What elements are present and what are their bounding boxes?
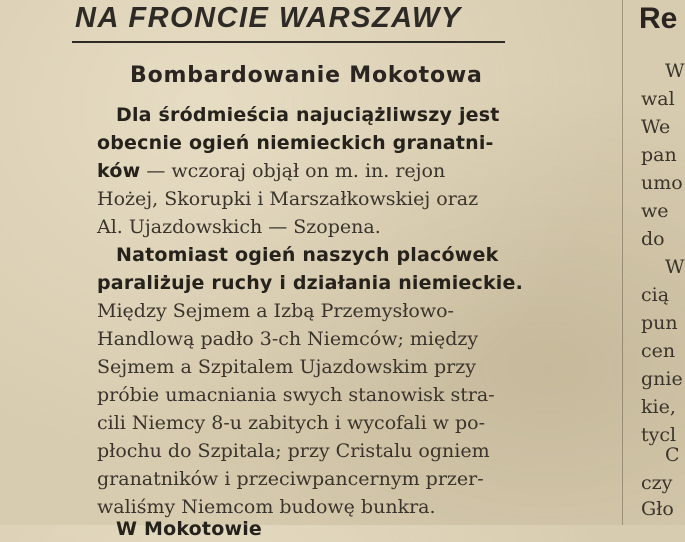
article-line: Dla śródmieścia najuciążliwszy jest — [116, 104, 500, 126]
adjacent-fragment: W — [665, 60, 685, 82]
adjacent-fragment: we — [641, 200, 669, 222]
article-line: Między Sejmem a Izbą Przemysłowo- — [97, 300, 454, 322]
adjacent-fragment: tycl — [641, 424, 677, 446]
article-line-cut: W Mokotowie — [116, 518, 262, 540]
article-line: waliśmy Niemcom budowę bunkra. — [97, 496, 436, 518]
adjacent-fragment: pun — [641, 312, 678, 334]
article-line: obecnie ogień niemieckich granatni- — [97, 132, 494, 154]
article-line: Hożej, Skorupki i Marszałkowskiej oraz — [97, 188, 479, 210]
adjacent-heading: Re — [639, 2, 678, 35]
section-title: NA FRONCIE WARSZAWY — [75, 2, 462, 34]
adjacent-fragment: kie, — [641, 396, 676, 418]
adjacent-fragment: gnie — [641, 368, 683, 390]
article-line: płochu do Szpitala; przy Cristalu ogniem — [97, 440, 490, 462]
article-line: Al. Ujazdowskich — Szopena. — [97, 216, 381, 238]
adjacent-fragment: wal — [641, 88, 675, 110]
article-line: granatników i przeciwpancernym przer- — [97, 468, 484, 490]
adjacent-fragment: umo — [641, 172, 683, 194]
adjacent-fragment: cen — [641, 340, 676, 362]
adjacent-fragment: W — [665, 256, 685, 278]
title-underline — [72, 41, 505, 43]
adjacent-fragment: C — [665, 444, 680, 466]
column-divider — [622, 0, 623, 525]
article-line — [97, 158, 445, 184]
article-line-bold-part: ków — [97, 160, 141, 182]
adjacent-fragment: cią — [641, 284, 670, 306]
article-line: próbie umacniania swych stanowisk stra- — [97, 384, 495, 406]
adjacent-column — [627, 0, 685, 525]
article-line: Sejmem a Szpitalem Ujazdowskim przy — [97, 356, 476, 378]
article-line: Natomiast ogień naszych placówek — [116, 244, 499, 266]
article-line: paraliżuje ruchy i działania niemieckie. — [97, 272, 524, 294]
article-line: Handlową padło 3-ch Niemców; między — [97, 328, 479, 350]
adjacent-fragment: pan — [641, 144, 677, 166]
adjacent-fragment: do — [641, 228, 665, 250]
adjacent-fragment: Gło — [641, 498, 674, 520]
article-headline: Bombardowanie Mokotowa — [130, 63, 483, 88]
article-line-regular-part: — wczoraj objął on m. in. rejon — [140, 160, 446, 182]
adjacent-fragment: We — [641, 116, 671, 138]
article-line: cili Niemcy 8-u zabitych i wycofali w po- — [97, 412, 486, 434]
adjacent-fragment: czy — [641, 472, 673, 494]
